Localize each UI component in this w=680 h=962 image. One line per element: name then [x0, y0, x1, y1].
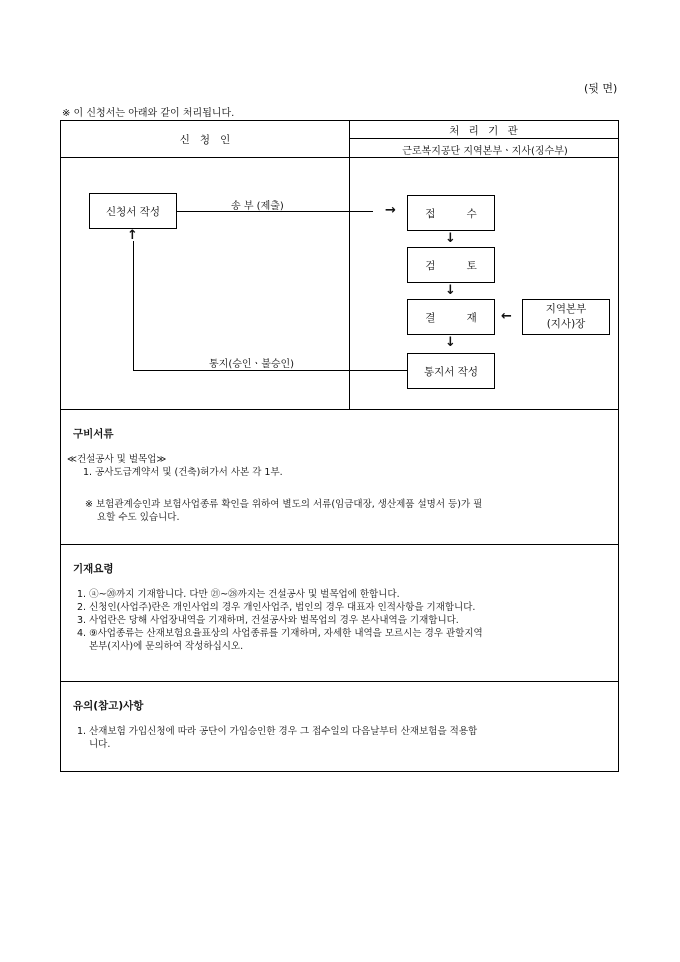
- header-bottom-line: [61, 157, 619, 158]
- page-side-mark: (뒷 면): [584, 82, 618, 95]
- instructions-bottom-line: [61, 681, 619, 682]
- arrow-down-icon: ↓: [445, 335, 456, 350]
- send-label: 송 부 (제출): [231, 201, 284, 212]
- notice-label: 통지(승인ㆍ불승인): [209, 359, 295, 370]
- intro-notice: ※ 이 신청서는 아래와 같이 처리됩니다.: [62, 108, 235, 119]
- notice-box: 통지서 작성: [407, 353, 495, 389]
- instructions-title: 기재요령: [73, 563, 114, 575]
- send-arrow-head-icon: →: [385, 203, 396, 218]
- instructions-line-2: 2. 신청인(사업주)란은 개인사업의 경우 개인사업주, 법인의 경우 대표자 인적사항을 기재합니다.: [77, 602, 476, 613]
- application-box: 신청서 작성: [89, 193, 177, 229]
- send-arrow-line: [177, 211, 373, 212]
- applicant-header: 신 청 인: [179, 134, 231, 146]
- instructions-line-4a: 4. ⑨사업종류는 산재보험요율표상의 사업종류를 기재하며, 자세한 내역을 모르시는 경우 관할지역: [77, 628, 483, 639]
- arrow-down-icon: ↓: [445, 283, 456, 298]
- decision-box: 결 재: [407, 299, 495, 335]
- documents-note-line-1: ※ 보험관계승인과 보험사업종류 확인을 위하여 별도의 서류(임금대장, 생산제품 설명서 등)가 필: [85, 499, 483, 510]
- notes-line-1b: 니다.: [89, 739, 111, 750]
- documents-category: ≪건설공사 및 벌목업≫: [67, 454, 167, 465]
- column-divider: [349, 121, 350, 409]
- arrow-down-icon: ↓: [445, 231, 456, 246]
- documents-title: 구비서류: [73, 428, 114, 440]
- diagram-bottom-line: [61, 409, 619, 410]
- regional-head-box: 지역본부 (지사)장: [522, 299, 610, 335]
- arrow-up-icon: ↑: [127, 228, 138, 243]
- instructions-line-3: 3. 사업란은 당해 사업장내역을 기재하며, 건설공사와 벌목업의 경우 본사내역을 기재합니다.: [77, 615, 459, 626]
- processing-org-subheader: 근로복지공단 지역본부ㆍ지사(징수부): [402, 146, 568, 157]
- process-form-frame: [60, 120, 619, 772]
- documents-item-1: 1. 공사도급계약서 및 (건축)허가서 사본 각 1부.: [83, 467, 283, 478]
- notes-title: 유의(참고)사항: [73, 700, 144, 712]
- header-subline: [349, 138, 619, 139]
- instructions-line-4b: 본부(지사)에 문의하여 작성하십시오.: [89, 641, 244, 652]
- documents-bottom-line: [61, 544, 619, 545]
- review-box: 검 토: [407, 247, 495, 283]
- notes-line-1a: 1. 산재보험 가입신청에 따라 공단이 가입승인한 경우 그 접수일의 다음날부터 산재보험을 적용합: [77, 726, 478, 737]
- receive-box: 접 수: [407, 195, 495, 231]
- processing-org-header: 처 리 기 관: [449, 125, 521, 137]
- notice-return-vertical: [133, 241, 134, 370]
- documents-note-line-2: 요할 수도 있습니다.: [97, 512, 180, 523]
- arrow-left-icon: ←: [501, 309, 512, 324]
- instructions-line-1: 1. ⓐ~⑳까지 기재합니다. 다만 ㉑~㉘까지는 건설공사 및 벌목업에 한합니다.: [77, 589, 400, 600]
- notice-return-line: [133, 370, 407, 371]
